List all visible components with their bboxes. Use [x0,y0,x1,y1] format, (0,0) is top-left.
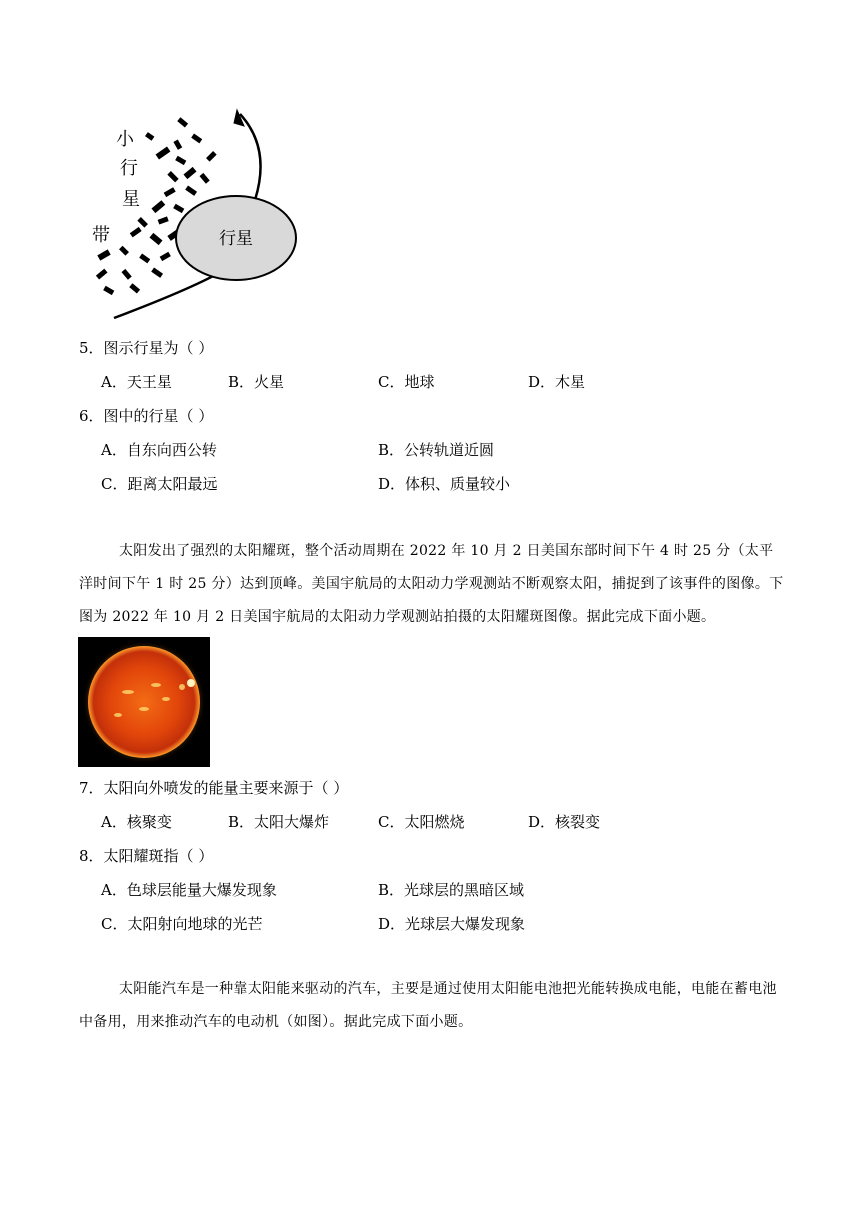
option-key: D． [378,475,406,493]
question-6 [79,405,213,426]
passage-text: 太阳能汽车是一种靠太阳能来驱动的汽车，主要是通过使用太阳能电池把光能转换成电能，电能在蓄电池中备用，用来推动汽车的电动机（如图）。据此完成下面小题。 [79,981,777,1030]
option-6b[interactable] [378,439,494,460]
belt-label-char: 带 [92,225,110,245]
option-5c[interactable] [378,371,435,392]
option-8b[interactable] [378,879,524,900]
option-text: 太阳射向地球的光芒 [127,915,263,933]
option-text: 太阳燃烧 [404,813,465,831]
belt-label-char: 行 [120,158,138,178]
asteroid-belt-diagram [80,108,310,323]
question-stem: 图示行星为（ ） [103,339,214,357]
option-key: A． [101,813,127,831]
question-stem: 图中的行星（ ） [103,407,214,425]
option-key: B． [228,373,255,391]
option-text: 体积、质量较小 [405,475,511,493]
question-stem: 太阳向外喷发的能量主要来源于（ ） [103,779,349,797]
option-text: 太阳大爆炸 [254,813,330,831]
solar-flare-image [78,637,210,767]
planet-label: 行星 [219,229,253,248]
passage-solar-flare [79,535,785,634]
option-key: A． [101,881,127,899]
question-number: 7． [79,779,104,797]
belt-label-char: 小 [116,129,134,149]
question-number: 6． [79,407,104,425]
question-8 [79,845,213,866]
belt-label-char: 星 [122,189,140,209]
option-key: C． [101,915,128,933]
orbit-arc-upper [240,114,260,200]
question-number: 5． [79,339,104,357]
option-text: 自东向西公转 [126,441,217,459]
question-stem: 太阳耀斑指（ ） [103,847,214,865]
option-7c[interactable] [378,811,465,832]
option-text: 地球 [404,373,435,391]
option-text: 核聚变 [126,813,172,831]
option-text: 距离太阳最远 [127,475,218,493]
option-text: 色球层能量大爆发现象 [126,881,277,899]
option-6d[interactable] [378,473,510,494]
option-key: D． [528,813,556,831]
option-key: A． [101,441,127,459]
option-key: B． [378,881,405,899]
option-key: A． [101,373,127,391]
option-text: 火星 [254,373,285,391]
question-7 [79,777,348,798]
option-text: 光球层的黑暗区域 [404,881,525,899]
option-key: B． [378,441,405,459]
option-key: D． [378,915,406,933]
option-8c[interactable] [101,913,263,934]
option-5b[interactable] [228,371,284,392]
option-7b[interactable] [228,811,329,832]
option-6a[interactable] [101,439,217,460]
passage-text: 太阳发出了强烈的太阳耀斑，整个活动周期在 2022 年 10 月 2 日美国东部时间下午 4 时 25 分（太平洋时间下午 1 时 25 分）达到顶峰。美国宇航局的太阳动力学观测站不断观察太阳，捕捉到了该事件的图像。下图为 2022 年 10 月 2 日美国宇航局的太阳动力学观测站拍摄的太阳耀斑图像。据此完成下面小题。 [79,543,784,625]
option-5d[interactable] [528,371,585,392]
question-number: 8． [79,847,104,865]
option-7a[interactable] [101,811,172,832]
option-text: 光球层大爆发现象 [405,915,526,933]
option-key: C． [378,813,405,831]
option-text: 公转轨道近圆 [404,441,495,459]
option-6c[interactable] [101,473,218,494]
option-text: 天王星 [126,373,172,391]
question-5 [79,337,213,358]
option-8d[interactable] [378,913,525,934]
passage-solar-car [79,973,785,1039]
option-text: 核裂变 [555,813,601,831]
option-text: 木星 [555,373,586,391]
option-key: D． [528,373,556,391]
option-5a[interactable] [101,371,172,392]
option-key: C． [378,373,405,391]
option-key: B． [228,813,255,831]
option-8a[interactable] [101,879,277,900]
option-7d[interactable] [528,811,600,832]
option-key: C． [101,475,128,493]
